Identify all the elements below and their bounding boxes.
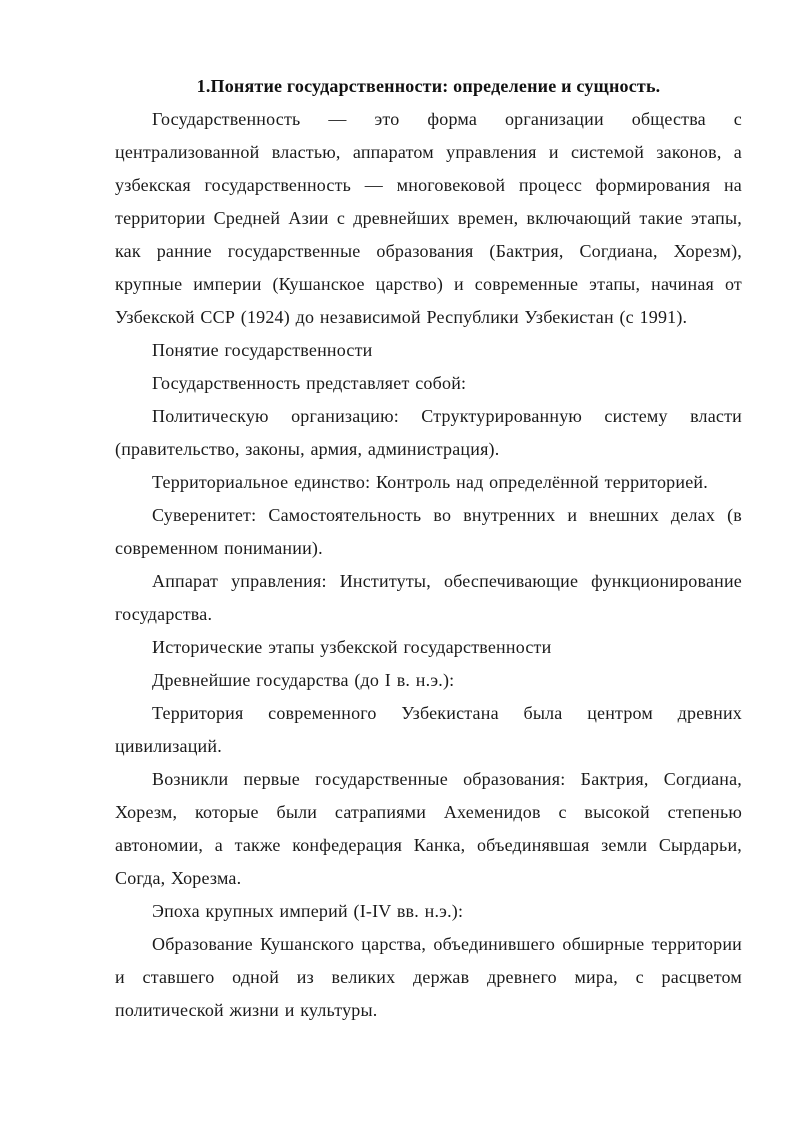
- document-title: 1.Понятие государственности: определение и сущность.: [196, 76, 661, 96]
- paragraph: Исторические этапы узбекской государственности: [152, 637, 552, 657]
- paragraph: Образование Кушанского царства, объединившего обширные территории и ставшего одной из великих держав древнего мира, с расцветом политической жизни и культуры.: [115, 934, 742, 1020]
- paragraph: Древнейшие государства (до I в. н.э.):: [152, 670, 455, 690]
- paragraph: Суверенитет: Самостоятельность во внутренних и внешних делах (в современном понимании).: [115, 505, 742, 558]
- paragraph: Государственность представляет собой:: [152, 373, 467, 393]
- paragraph: Государственность — это форма организации общества с централизованной властью, аппаратом управления и системой законов, а узбекская государственность — многовековой процесс формирования на территории Средней Азии с древнейших времен, включающий такие этапы, как ранние государственные образования (Бактрия, Согдиана, Хорезм), крупные империи (Кушанское царство) и современные этапы, начиная от Узбекской ССР (1924) до независимой Республики Узбекистан (с 1991).: [115, 109, 742, 327]
- document-body: [115, 103, 742, 1027]
- paragraph: Аппарат управления: Институты, обеспечивающие функционирование государства.: [115, 571, 742, 624]
- paragraph: Понятие государственности: [152, 340, 373, 360]
- paragraph: Территория современного Узбекистана была центром древних цивилизаций.: [115, 703, 742, 756]
- paragraph: Возникли первые государственные образования: Бактрия, Согдиана, Хорезм, которые были сатрапиями Ахеменидов с высокой степенью автономии, а также конфедерация Канка, объединявшая земли Сырдарьи, Согда, Хорезма.: [115, 769, 742, 888]
- paragraph: Территориальное единство: Контроль над определённой территорией.: [152, 472, 708, 492]
- paragraph: Эпоха крупных империй (I-IV вв. н.э.):: [152, 901, 464, 921]
- paragraph: Политическую организацию: Структурированную систему власти (правительство, законы, армия, администрация).: [115, 406, 742, 459]
